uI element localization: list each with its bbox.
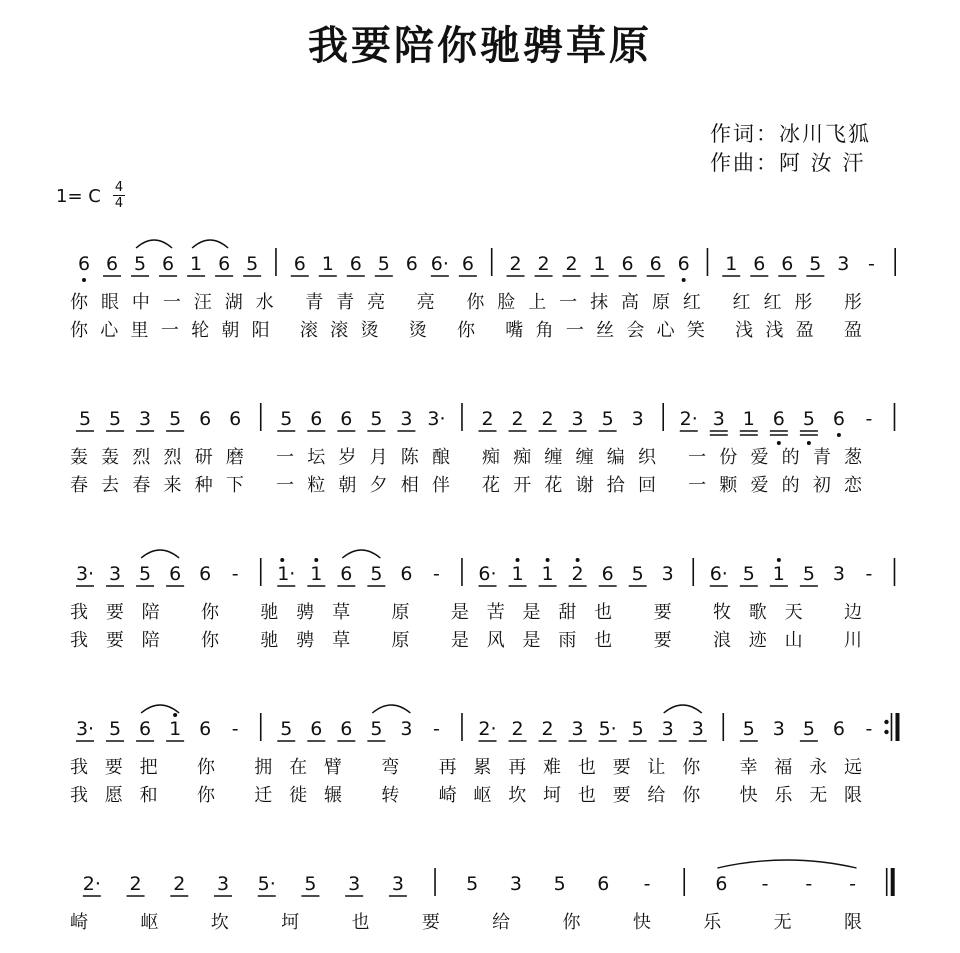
note: 6 xyxy=(753,253,766,275)
note: 6 xyxy=(349,253,362,275)
lyric-line: 轰轰烈烈研磨 一坛岁月陈酿 痴痴缠缠编织 一份爱的青葱 xyxy=(70,447,865,468)
time-signature-denominator: 4 xyxy=(114,196,124,211)
slur xyxy=(141,705,179,713)
note: 1 xyxy=(190,253,203,275)
note: - xyxy=(865,408,873,430)
note: 6 xyxy=(400,563,413,585)
note: 3 xyxy=(832,563,845,585)
octave-dot-high xyxy=(314,558,318,562)
note: 5 xyxy=(134,253,147,275)
note: 6· xyxy=(709,563,728,585)
note: 6 xyxy=(293,253,306,275)
note: 6 xyxy=(229,408,242,430)
note: 5 xyxy=(304,873,317,895)
note: 5 xyxy=(78,408,92,430)
note: - xyxy=(433,563,440,585)
note: 5 xyxy=(246,253,259,275)
note: 6 xyxy=(677,253,690,275)
note: 3 xyxy=(348,873,361,895)
note: 3 xyxy=(631,408,644,430)
note: 6 xyxy=(77,253,91,275)
octave-dot-high xyxy=(173,713,177,717)
note: 1 xyxy=(772,563,785,585)
note: 6 xyxy=(461,253,474,275)
note: 5· xyxy=(257,873,276,895)
note: 5 xyxy=(809,253,822,275)
note: 6 xyxy=(310,408,323,430)
note: 5 xyxy=(601,408,614,430)
slur xyxy=(192,240,228,248)
note: 1 xyxy=(593,253,606,275)
note: 5 xyxy=(370,408,383,430)
note: 2· xyxy=(478,718,497,740)
note: 6 xyxy=(199,408,212,430)
note: 3 xyxy=(109,563,122,585)
note: 5 xyxy=(377,253,390,275)
note: 5 xyxy=(139,563,152,585)
note: 2· xyxy=(679,408,698,430)
lyricist-credit: 作词：冰川飞狐 xyxy=(710,122,871,146)
lyric-line: 我要把 你 拥在臂 弯 再累再难也要让你 幸福永远 xyxy=(70,757,865,778)
slur xyxy=(664,705,702,713)
octave-dot-high xyxy=(546,558,550,562)
slur xyxy=(141,550,179,558)
note: - xyxy=(865,718,873,740)
repeat-dot xyxy=(884,720,888,724)
note: 6 xyxy=(621,253,634,275)
key-signature: 1= C xyxy=(56,186,101,207)
note: 3· xyxy=(75,718,95,740)
note: 2· xyxy=(82,873,101,895)
note: 6 xyxy=(649,253,662,275)
note: 3 xyxy=(772,718,785,740)
note: 3 xyxy=(571,718,584,740)
note: 1 xyxy=(725,253,738,275)
note: 6 xyxy=(597,873,610,895)
note: 5 xyxy=(280,718,293,740)
page-title: 我要陪你驰骋草原 xyxy=(308,22,652,69)
note: 6 xyxy=(199,718,212,740)
note: 6· xyxy=(478,563,497,585)
note: 6 xyxy=(832,408,845,430)
note: 6 xyxy=(340,408,353,430)
note: 3 xyxy=(571,408,584,430)
note: 6 xyxy=(715,873,728,895)
note: 6 xyxy=(772,408,785,430)
lyric-line: 你心里一轮朝阳 滚滚烫 烫 你 嘴角一丝会心笑 浅浅盈 盈 xyxy=(70,320,865,341)
slur xyxy=(372,705,410,713)
note: 5 xyxy=(553,873,566,895)
note: 5 xyxy=(109,408,122,430)
note: 6 xyxy=(832,718,845,740)
note: - xyxy=(761,873,769,895)
note: 6 xyxy=(340,718,353,740)
note: 5 xyxy=(370,563,383,585)
note: 6 xyxy=(310,718,323,740)
note: 3· xyxy=(75,563,95,585)
note: 2 xyxy=(571,563,584,585)
time-signature-numerator: 4 xyxy=(114,180,124,195)
note: 6 xyxy=(199,563,212,585)
note: 2 xyxy=(511,718,524,740)
note: 1· xyxy=(277,563,296,585)
note: 5 xyxy=(466,873,479,895)
note: 3 xyxy=(661,718,674,740)
note: 6 xyxy=(340,563,353,585)
note: 3 xyxy=(139,408,152,430)
note: 2 xyxy=(541,408,554,430)
lyric-line: 崎 岖 坎 坷 也 要 给 你 快 乐 无 限 xyxy=(70,912,866,933)
note: 5 xyxy=(742,563,755,585)
note: 3 xyxy=(712,408,725,430)
note: 1 xyxy=(169,718,182,740)
note: 6 xyxy=(405,253,418,275)
note: 5 xyxy=(370,718,383,740)
note: - xyxy=(865,563,873,585)
octave-dot-low xyxy=(837,433,841,437)
note: 2 xyxy=(509,253,522,275)
note: 1 xyxy=(742,408,755,430)
note: 2 xyxy=(481,408,494,430)
note: 5 xyxy=(802,563,815,585)
slur xyxy=(717,860,856,868)
octave-dot-high xyxy=(516,558,520,562)
note: - xyxy=(643,873,651,895)
note: 2 xyxy=(173,873,186,895)
note: 6 xyxy=(105,253,119,275)
note: - xyxy=(433,718,440,740)
octave-dot-high xyxy=(777,558,781,562)
slur xyxy=(342,550,380,558)
repeat-barline-thick xyxy=(895,713,899,741)
octave-dot-low xyxy=(682,278,686,282)
note: 1 xyxy=(321,253,334,275)
note: 5 xyxy=(742,718,755,740)
note: - xyxy=(231,718,239,740)
note: 6 xyxy=(139,718,152,740)
note: 2 xyxy=(565,253,578,275)
note: 2 xyxy=(511,408,524,430)
note: 3· xyxy=(427,408,446,430)
note: 1 xyxy=(310,563,323,585)
final-barline-thick xyxy=(891,868,895,896)
note: 2 xyxy=(541,718,554,740)
note: - xyxy=(867,253,875,275)
note: 3 xyxy=(400,718,413,740)
note: 5 xyxy=(802,408,815,430)
note: 1 xyxy=(511,563,524,585)
lyric-line: 你眼中一汪湖水 青青亮 亮 你脸上一抹高原红 红红彤 彤 xyxy=(70,292,865,313)
note: - xyxy=(231,563,239,585)
note: 5 xyxy=(802,718,815,740)
octave-dot-high xyxy=(576,558,580,562)
composer-credit: 作曲：阿 汝 汗 xyxy=(710,151,866,175)
note: 6 xyxy=(218,253,231,275)
note: 5 xyxy=(169,408,182,430)
note: 6 xyxy=(162,253,175,275)
note: 3 xyxy=(661,563,674,585)
lyric-line: 我要陪 你 驰骋草 原 是风是雨也 要 浪迹山 川 xyxy=(70,630,865,651)
note: 2 xyxy=(537,253,550,275)
note: 5· xyxy=(598,718,617,740)
note: 3 xyxy=(391,873,404,895)
note: 3 xyxy=(400,408,413,430)
note: 6 xyxy=(169,563,182,585)
octave-dot-low xyxy=(82,278,86,282)
octave-dot-low xyxy=(807,441,811,445)
note: - xyxy=(805,873,813,895)
lyric-line: 我要陪 你 驰骋草 原 是苦是甜也 要 牧歌天 边 xyxy=(70,602,865,623)
slur xyxy=(136,240,172,248)
note: 5 xyxy=(631,563,644,585)
note: 6 xyxy=(601,563,614,585)
octave-dot-low xyxy=(777,441,781,445)
note: 5 xyxy=(280,408,293,430)
note: - xyxy=(849,873,856,895)
note: 2 xyxy=(129,873,142,895)
octave-dot-high xyxy=(280,558,284,562)
lyric-line: 我愿和 你 迁徙辗 转 崎岖坎坷也要给你 快乐无限 xyxy=(70,785,865,806)
note: 1 xyxy=(541,563,554,585)
note: 6 xyxy=(781,253,794,275)
note: 6· xyxy=(430,253,449,275)
repeat-dot xyxy=(884,730,888,734)
note: 5 xyxy=(109,718,122,740)
lyric-line: 春去春来种下 一粒朝夕相伴 花开花谢拾回 一颗爱的初恋 xyxy=(70,475,865,496)
note: 3 xyxy=(216,873,230,895)
note: 3 xyxy=(509,873,522,895)
note: 3 xyxy=(691,718,704,740)
note: 3 xyxy=(837,253,850,275)
note: 5 xyxy=(631,718,644,740)
